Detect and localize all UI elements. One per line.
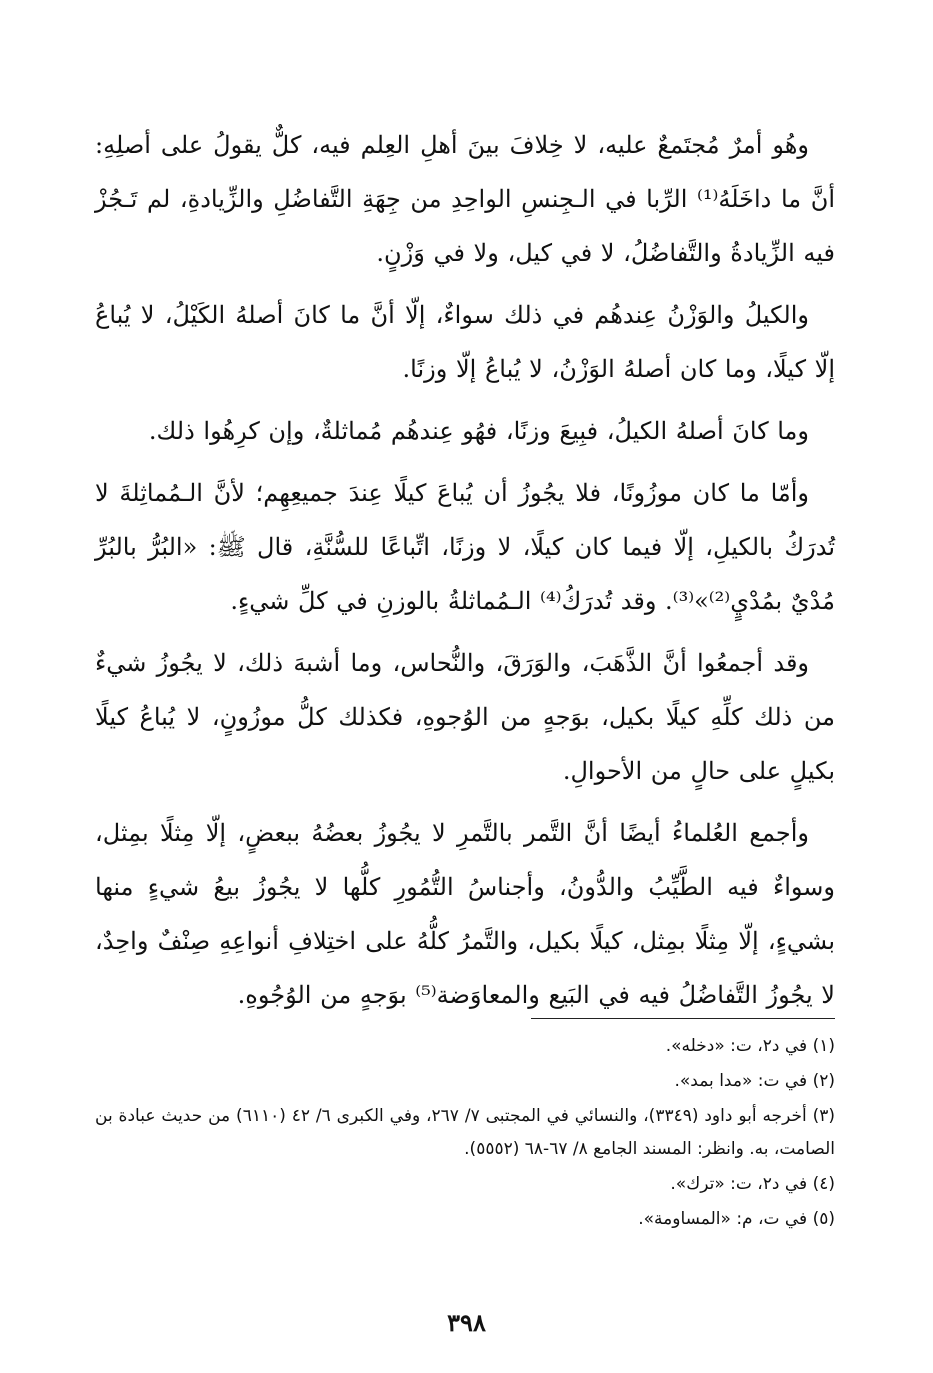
paragraph-2: والكيلُ والوَزْنُ عِندهُم في ذلك سواءٌ، إلّا أنَّ ما كانَ أصلهُ الكَيْلُ، لا يُباعُ إلّا كيلًا، وما كان أصلهُ الوَزْنُ، لا يُباعُ إلّا وزنًا. bbox=[95, 301, 835, 383]
paragraph-3: وما كانَ أصلهُ الكيلُ، فبِيعَ وزنًا، فهُو عِندهُم مُماثلةٌ، وإن كرِهُوا ذلك. bbox=[148, 417, 809, 445]
footnote-2: (٢) في ت: «مدا بمد». bbox=[674, 1071, 835, 1091]
paragraph-6: وأجمع العُلماءُ أيضًا أنَّ التَّمر بالتَّمرِ لا يجُوزُ بعضُهُ ببعضٍ، إلّا مِثلًا بمِثل، وسواءٌ فيه الطَّيِّبُ والدُّونُ، وأجناسُ التُّمُورِ كلُّها لا يجُوزُ بيعُ شيءٍ منها بشيءٍ، إلّا مِثلًا بمِثل، كيلًا بكيل، والتَّمرُ كلُّهُ على اختِلافِ أنواعِهِ صِنْفٌ واحِدٌ، لا يجُوزُ التَّفاضُلُ فيه في البَيع والمعاوَضة⁽⁵⁾ بوَجهٍ من الوُجُوهِ. bbox=[95, 819, 835, 1009]
main-text-body bbox=[95, 118, 835, 1030]
footnote-5: (٥) في ت، م: «المساومة». bbox=[638, 1209, 835, 1229]
footnotes bbox=[95, 1030, 835, 1238]
page-number: ٣٩٨ bbox=[447, 1308, 486, 1337]
paragraph-4: وأمّا ما كان موزُونًا، فلا يجُوزُ أن يُباعَ كيلًا عِندَ جميعِهِم؛ لأنَّ الـمُماثِلةَ لا تُدرَكُ بالكيلِ، إلّا فيما كان كيلًا، لا وزنًا، اتِّباعًا للسُّنَّةِ، قال ﷺ: «البُرُّ بالبُرِّ مُدْيٌ بمُدْيٍ⁽²⁾»⁽³⁾. وقد تُدرَكُ⁽⁴⁾ الـمُماثلةُ بالوزنِ في كلِّ شيءٍ. bbox=[95, 479, 835, 615]
footnote-4: (٤) في د٢، ت: «ترك». bbox=[670, 1174, 835, 1194]
footnote-separator bbox=[531, 1018, 835, 1019]
paragraph-5: وقد أجمعُوا أنَّ الذَّهَبَ، والوَرَقَ، والنُّحاس، وما أشبهَ ذلك، لا يجُوزُ شيءٌ من ذلك كلِّهِ كيلًا بكيل، بوَجهٍ من الوُجوهِ، فكذلك كلُّ موزُونٍ، لا يُباعُ كيلًا بكيلٍ على حالٍ من الأحوالِ. bbox=[95, 649, 835, 785]
footnote-3: (٣) أخرجه أبو داود (٣٣٤٩)، والنسائي في المجتبى ٧/ ٢٦٧، وفي الكبرى ٦/ ٤٢ (٦١١٠) من حديث عبادة بن الصامت، به. وانظر: المسند الجامع ٨/ ٦٧-٦٨ (٥٥٥٢). bbox=[95, 1106, 835, 1159]
footnote-1: (١) في د٢، ت: «دخله». bbox=[665, 1036, 835, 1056]
paragraph-1: وهُو أمرٌ مُجتَمعٌ عليه، لا خِلافَ بينَ أهلِ العِلم فيه، كلٌّ يقولُ على أصلِهِ: أنَّ ما داخَلَهُ⁽¹⁾ الرِّبا في الـجِنسِ الواحِدِ من جِهَةِ التَّفاضُلِ والزِّيادةِ، لم تَـجُزْ فيه الزِّيادةُ والتَّفاضُلُ، لا في كيل، ولا في وَزْنٍ. bbox=[95, 131, 835, 267]
